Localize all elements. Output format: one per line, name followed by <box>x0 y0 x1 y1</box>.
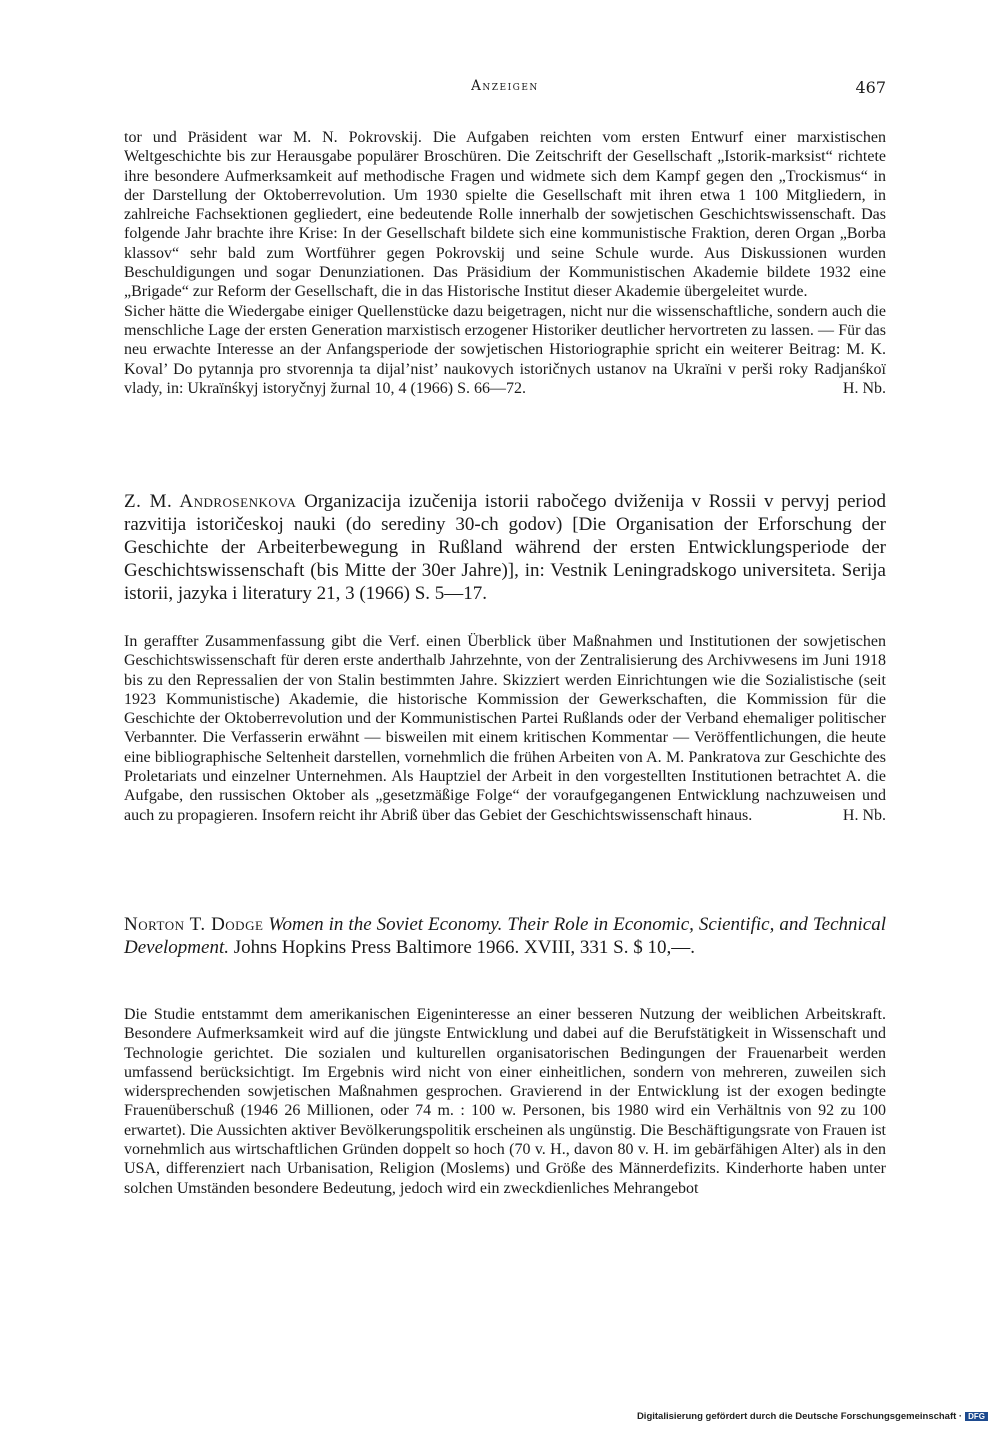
publisher-info: Johns Hopkins Press Baltimore 1966. XVIII, 331 S. $ 10,—. <box>233 937 696 958</box>
page-header <box>124 78 886 102</box>
review-author: Norton T. Dodge <box>124 914 264 935</box>
review-author: Z. M. Androsenkova <box>124 491 297 512</box>
review-continuation <box>124 128 886 398</box>
paragraph: tor und Präsident war M. N. Pokrovskij. Die Aufgaben reichten vom ersten Entwurf einer marxistischen Weltgeschichte bis zur Herausgabe populärer Broschüren. Die Zeitschrift der Gesellschaft „Istorik-marksist“ richtete ihre besondere Aufmerksamkeit auf methodische Fragen und widmete sich dem Kampf gegen den „Trockismus“ in der Darstellung der Oktoberrevolution. Um 1930 spielte die Gesellschaft mit ihren etwa 1 100 Mitgliedern, in zahlreiche Fachsektionen gegliedert, eine bedeutende Rolle innerhalb der sowjetischen Geschichtswissenschaft. Das folgende Jahr brachte ihre Krise: In der Gesellschaft bildete sich eine kommunistische Fraktion, deren Organ „Borba klassov“ sehr bald zum Wortführer gegen Pokrovskij und seine Schule wurde. Aus Diskussionen wurden Beschuldigungen und sogar Denunziationen. Das Präsidium der Kommunistischen Akademie bildete 1932 eine „Brigade“ zur Reform der Gesellschaft, die in das Historische Institut dieser Akademie übergeleitet wurde. <box>124 129 886 301</box>
paragraph-text: Sicher hätte die Wiedergabe einiger Quellenstücke dazu beigetragen, nicht nur die wissenschaftliche, sondern auch die menschliche Lage der ersten Generation marxistisch erzogener Historiker deutlicher hervortreten zu lassen. — Für das neu erwachte Interesse an der Anfangsperiode der sowjetischen Historiographie spricht ein weiterer Beitrag: M. K. Koval’ Do pytannja pro stvorennja ta dijal’nist’ naukovych istoričnych ustanov na Ukraïni v perši roky Radjanśkoï vlady, in: Ukraïnśkyj istoryčnyj žurnal 10, 4 (1966) S. 66—72. <box>124 302 886 397</box>
review-heading <box>124 490 886 605</box>
review-heading <box>124 913 886 959</box>
paragraph <box>124 632 886 825</box>
reviewer-signature: H. Nb. <box>842 379 886 397</box>
paragraph <box>124 302 886 398</box>
review-body <box>124 1005 886 1198</box>
running-head: Anzeigen <box>471 78 539 94</box>
review-body <box>124 632 886 825</box>
digitization-footer <box>637 1411 988 1422</box>
paragraph-text: In geraffter Zusammenfassung gibt die Verf. einen Überblick über Maßnahmen und Institutionen der sowjetischen Geschichtswissenschaft für deren erste anderthalb Jahrzehnte, von der Zentralisierung des Archivwesens im Juni 1918 bis zu den Repressalien der von Stalin bestimmten Jahre. Skizziert werden Einrichtungen wie die Sozialistische (seit 1923 Kommunistische) Akademie, die historische Kommission der Gewerkschaften, die Kommission für die Geschichte der Oktoberrevolution und der Kommunistischen Partei Rußlands oder der Verband ehemaliger politischer Verbannter. Die Verfasserin erwähnt — bisweilen mit einem kritischen Kommentar — Veröffentlichungen, die heute eine bibliographische Seltenheit darstellen, vornehmlich die frühen Arbeiten von A. M. Pankratova zur Geschichte des Proletariats und einzelner Unternehmen. Als Hauptziel der Arbeit in den vorgestellten Institutionen betrachtet A. die Aufgabe, den russischen Oktober als „gesetzmäßige Folge“ der voraufgegangenen Entwicklung nachzuweisen und auch zu propagieren. Insofern reicht ihr Abriß über das Gebiet der Geschichtswissenschaft hinaus. <box>124 633 886 824</box>
review-citation: Organizacija izučenija istorii rabočego dviženija v Rossii v pervyj period razvitija istoričeskoj nauki (do serediny 30-ch godov) [Die Organisation der Erforschung der Geschichte der Arbeiterbewegung in Rußland während der ersten Entwicklungsperiode der Geschichtswissenschaft (bis Mitte der 30er Jahre)], in: Vestnik Leningradskogo universiteta. Serija istorii, jazyka i literatury 21, 3 (1966) S. 5—17. <box>124 491 886 604</box>
footer-text: Digitalisierung gefördert durch die Deutsche Forschungsgemeinschaft · <box>636 1411 963 1422</box>
reviewer-signature: H. Nb. <box>842 806 886 824</box>
paragraph: Die Studie entstammt dem amerikanischen Eigeninteresse an einer besseren Nutzung der weiblichen Arbeitskraft. Besondere Aufmerksamkeit wird auf die jüngste Entwicklung und dabei auf die Berufstätigkeit in Wissenschaft und Technologie gerichtet. Die sozialen und kulturellen organisatorischen Bedingungen der Frauenarbeit werden umfassend berücksichtigt. Im Ergebnis wird nicht von einer einheitlichen, sondern von mehreren, zuweilen sich widersprechenden sowjetischen Maßnahmen gesprochen. Gravierend in der Entwicklung ist der exogen bedingte Frauenüberschuß (1946 26 Millionen, oder 74 m. : 100 w. Personen, bis 1980 wird ein Verhältnis von 92 zu 100 erwartet). Die Aussichten aktiver Bevölkerungspolitik erscheinen als ungünstig. Die Beschäftigungsrate von Frauen ist vornehmlich aus wirtschaftlichen Gründen doppelt so hoch (70 v. H., davon 80 v. H. im gebärfähigen Alter) als in den USA, differenziert nach Urbanisation, Religion (Moslems) und Größe des Männerdefizits. Kinderhorte haben unter solchen Umständen besondere Bedeutung, jedoch wird ein zweckdienliches Mehrangebot <box>124 1006 886 1197</box>
dfg-logo: DFG <box>965 1412 988 1421</box>
page-number: 467 <box>855 78 886 97</box>
book-title: Women in the Soviet Economy. Their Role in Economic, Scientific, and Technical Development. <box>124 914 886 958</box>
